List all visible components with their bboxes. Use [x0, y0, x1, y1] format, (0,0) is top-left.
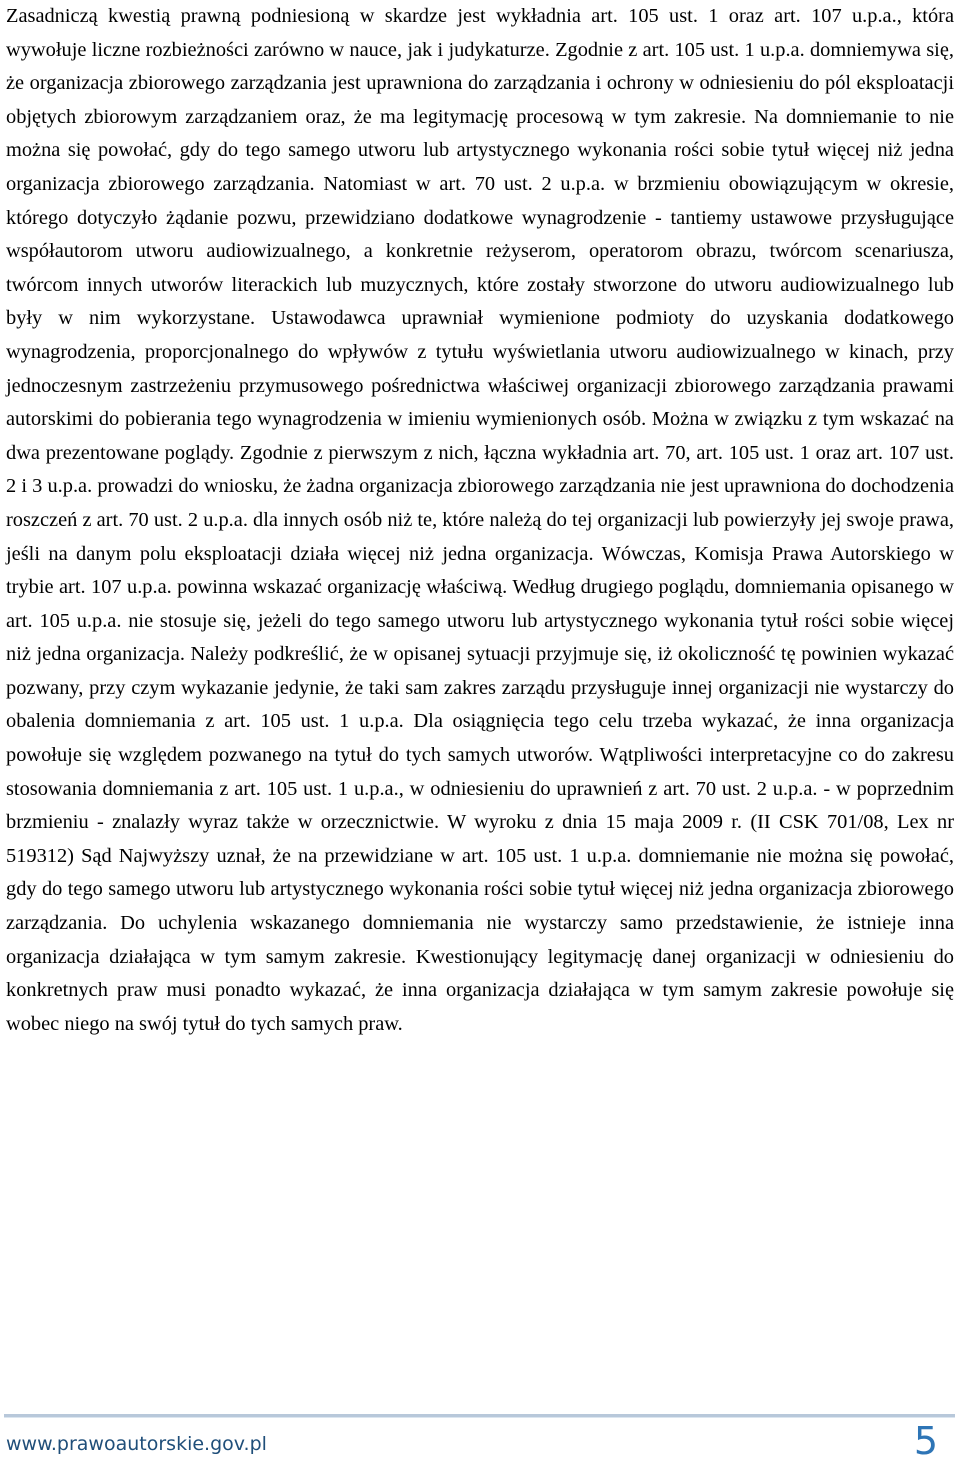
- footer-divider: [4, 1414, 955, 1418]
- document-body: [6, 0, 954, 1041]
- page-number: 5: [913, 1419, 938, 1463]
- footer-website-link[interactable]: www.prawoautorskie.gov.pl: [6, 1433, 267, 1455]
- main-paragraph: Zasadniczą kwestią prawną podniesioną w skardze jest wykładnia art. 105 ust. 1 oraz art. 107 u.p.a., która wywołuje liczne rozbieżności zarówno w nauce, jak i judykaturze. Zgodnie z art. 105 ust. 1 u.p.a. domniemywa się, że organizacja zbiorowego zarządzania jest uprawniona do zarządzania i ochrony w odniesieniu do pól eksploatacji objętych zbiorowym zarządzaniem oraz, że ma legitymację procesową w tym zakresie. Na domniemanie to nie można się powołać, gdy do tego samego utworu lub artystycznego wykonania rości sobie tytuł więcej niż jedna organizacja zbiorowego zarządzania. Natomiast w art. 70 ust. 2 u.p.a. w brzmieniu obowiązującym w okresie, którego dotyczyło żądanie pozwu, przewidziano dodatkowe wynagrodzenie - tantiemy ustawowe przysługujące współautorom utworu audiowizualnego, a konkretnie reżyserom, operatorom obrazu, twórcom scenariusza, twórcom innych utworów literackich lub muzycznych, które zostały stworzone do utworu audiowizualnego lub były w nim wykorzystane. Ustawodawca uprawniał wymienione podmioty do uzyskania dodatkowego wynagrodzenia, proporcjonalnego do wpływów z tytułu wyświetlania utworu audiowizualnego w kinach, przy jednoczesnym zastrzeżeniu przymusowego pośrednictwa właściwej organizacji zbiorowego zarządzania prawami autorskimi do pobierania tego wynagrodzenia w imieniu wymienionych osób. Można w związku z tym wskazać na dwa prezentowane poglądy. Zgodnie z pierwszym z nich, łączna wykładnia art. 70, art. 105 ust. 1 oraz art. 107 ust. 2 i 3 u.p.a. prowadzi do wniosku, że żadna organizacja zbiorowego zarządzania nie jest uprawniona do dochodzenia roszczeń z art. 70 ust. 2 u.p.a. dla innych osób niż te, które należą do tej organizacji lub powierzyły jej swoje prawa, jeśli na danym polu eksploatacji działa więcej niż jedna organizacja. Wówczas, Komisja Prawa Autorskiego w trybie art. 107 u.p.a. powinna wskazać organizację właściwą. Według drugiego poglądu, domniemania opisanego w art. 105 u.p.a. nie stosuje się, jeżeli do tego samego utworu lub artystycznego wykonania tytuł rości sobie więcej niż jedna organizacja. Należy podkreślić, że w opisanej sytuacji przyjmuje się, iż okoliczność tę powinien wykazać pozwany, przy czym wykazanie jedynie, że taki sam zakres zarządu przysługuje innej organizacji nie wystarczy do obalenia domniemania z art. 105 ust. 1 u.p.a. Dla osiągnięcia tego celu trzeba wykazać, że inna organizacja powołuje się względem pozwanego na tytuł do tych samych utworów. Wątpliwości interpretacyjne co do zakresu stosowania domniemania z art. 105 ust. 1 u.p.a., w odniesieniu do uprawnień z art. 70 ust. 2 u.p.a. - w poprzednim brzmieniu - znalazły wyraz także w orzecznictwie. W wyroku z dnia 15 maja 2009 r. (II CSK 701/08, Lex nr 519312) Sąd Najwyższy uznał, że na przewidziane w art. 105 ust. 1 u.p.a. domniemanie nie można się powołać, gdy do tego samego utworu lub artystycznego wykonania rości sobie tytuł więcej niż jedna organizacja zbiorowego zarządzania. Do uchylenia wskazanego domniemania nie wystarczy samo przedstawienie, że istnieje inna organizacja działająca w tym samym zakresie. Kwestionujący legitymację danej organizacji w odniesieniu do konkretnych praw musi ponadto wykazać, że inna organizacja działająca w tym samym zakresie powołuje się wobec niego na swój tytuł do tych samych praw.: [6, 5, 954, 1035]
